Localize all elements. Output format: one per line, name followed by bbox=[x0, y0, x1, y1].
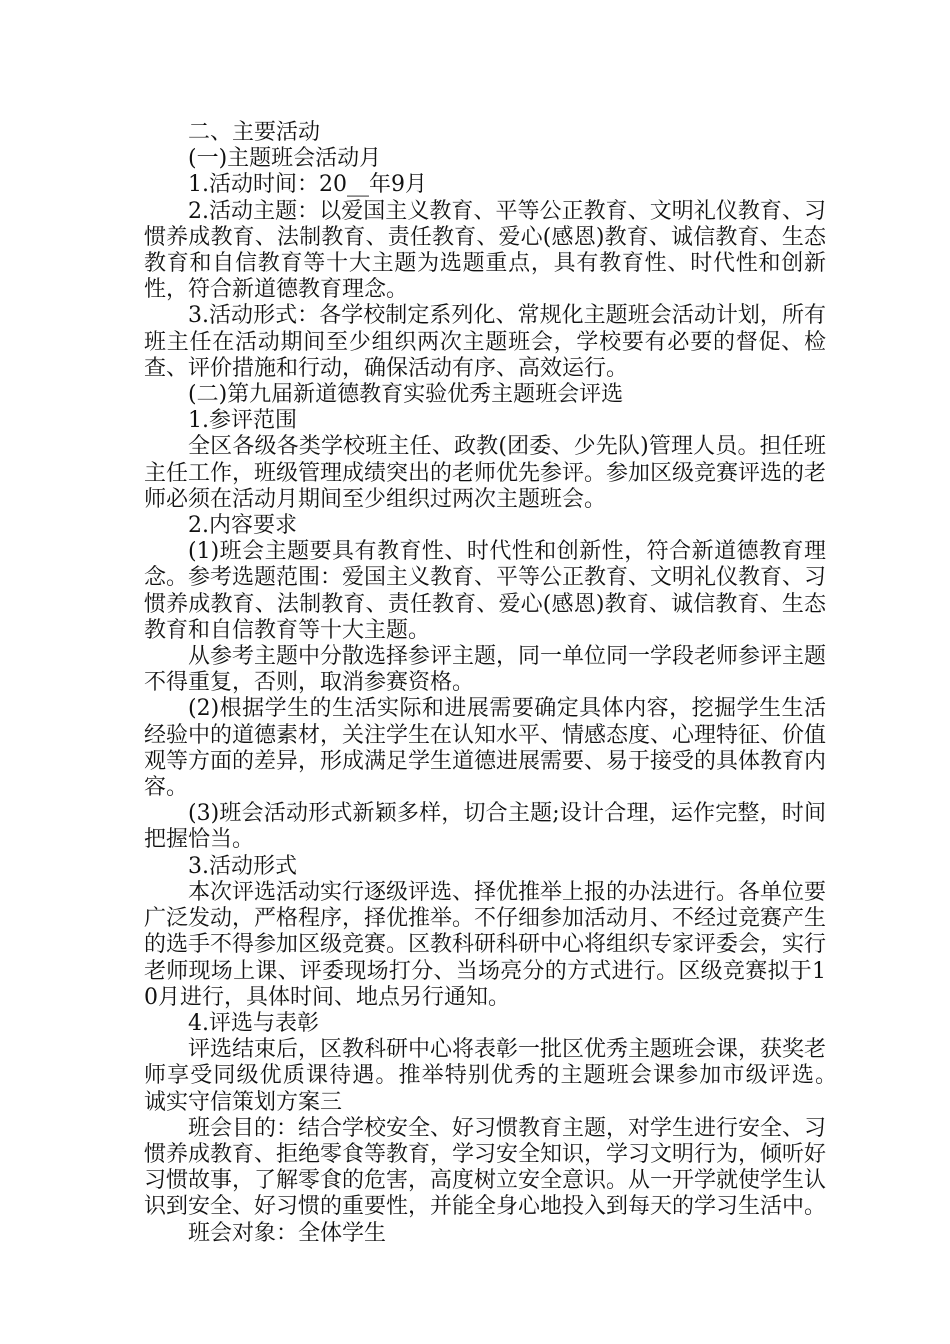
item-heading: 2.内容要求 bbox=[188, 513, 297, 539]
paragraph: 全区各级各类学校班主任、政教(团委、少先队)管理人员。担任班主任工作，班级管理成绩突出的老师优先参评。参加区级竞赛评选的老师必须在活动月期间至少组织过两次主题班会。 bbox=[144, 434, 827, 512]
item-heading: 4.评选与表彰 bbox=[188, 1010, 319, 1036]
paragraph: 班会对象：全体学生 bbox=[188, 1220, 387, 1246]
paragraph: 2.活动主题：以爱国主义教育、平等公正教育、文明礼仪教育、习惯养成教育、法制教育、责任教育、爱心(感恩)教育、诚信教育、生态教育和自信教育等十大主题为选题重点，具有教育性、时代性和创新性，符合新道德教育理念。 bbox=[144, 198, 826, 303]
section-heading: 二、主要活动 bbox=[188, 120, 321, 145]
paragraph: 本次评选活动实行逐级评选、择优推举上报的办法进行。各单位要广泛发动，严格程序，择优推举。不仔细参加活动月、不经过竞赛产生的选手不得参加区级竞赛。区教科研科研中心将组织专家评委会，实行老师现场上课、评委现场打分、当场亮分的方式进行。区级竞赛拟于10月进行，具体时间、地点另行通知。 bbox=[144, 879, 827, 1010]
item-heading: 1.参评范围 bbox=[188, 408, 297, 434]
subsection-heading: (二)第九届新道德教育实验优秀主题班会评选 bbox=[188, 382, 624, 408]
item-heading: 3.活动形式 bbox=[188, 853, 297, 879]
paragraph: 班会目的：结合学校安全、好习惯教育主题，对学生进行安全、习惯养成教育、拒绝零食等教育，学习安全知识，学习文明行为，倾听好习惯故事，了解零食的危害，高度树立安全意识。从一开学就使学生认识到安全、好习惯的重要性，并能全身心地投入到每天的学习生活中。 bbox=[144, 1115, 827, 1220]
document-body bbox=[144, 120, 871, 1247]
paragraph: 从参考主题中分散选择参评主题，同一单位同一学段老师参评主题不得重复，否则，取消参赛资格。 bbox=[144, 644, 827, 696]
paragraph: (1)班会主题要具有教育性、时代性和创新性，符合新道德教育理念。参考选题范围：爱国主义教育、平等公正教育、文明礼仪教育、习惯养成教育、法制教育、责任教育、爱心(感恩)教育、诚信教育、生态教育和自信教育等十大主题。 bbox=[144, 539, 827, 643]
paragraph: (2)根据学生的生活实际和进展需要确定具体内容，挖掘学生生活经验中的道德素材，关注学生在认知水平、情感态度、心理特征、价值观等方面的差异，形成满足学生道德进展需要、易于接受的具体教育内容。 bbox=[144, 696, 827, 801]
paragraph: 3.活动形式：各学校制定系列化、常规化主题班会活动计划，所有班主任在活动期间至少组织两次主题班会，学校要有必要的督促、检查、评价措施和行动，确保活动有序、高效运行。 bbox=[144, 303, 826, 381]
subsection-heading: (一)主题班会活动月 bbox=[188, 146, 382, 172]
paragraph: (3)班会活动形式新颖多样，切合主题;设计合理，运作完整，时间把握恰当。 bbox=[144, 801, 826, 853]
paragraph: 评选结束后，区教科研中心将表彰一批区优秀主题班会课，获奖老师享受同级优质课待遇。推举特别优秀的主题班会课参加市级评选。 诚实守信策划方案三 bbox=[144, 1037, 871, 1115]
paragraph: 1.活动时间：20__年9月 bbox=[188, 172, 427, 198]
